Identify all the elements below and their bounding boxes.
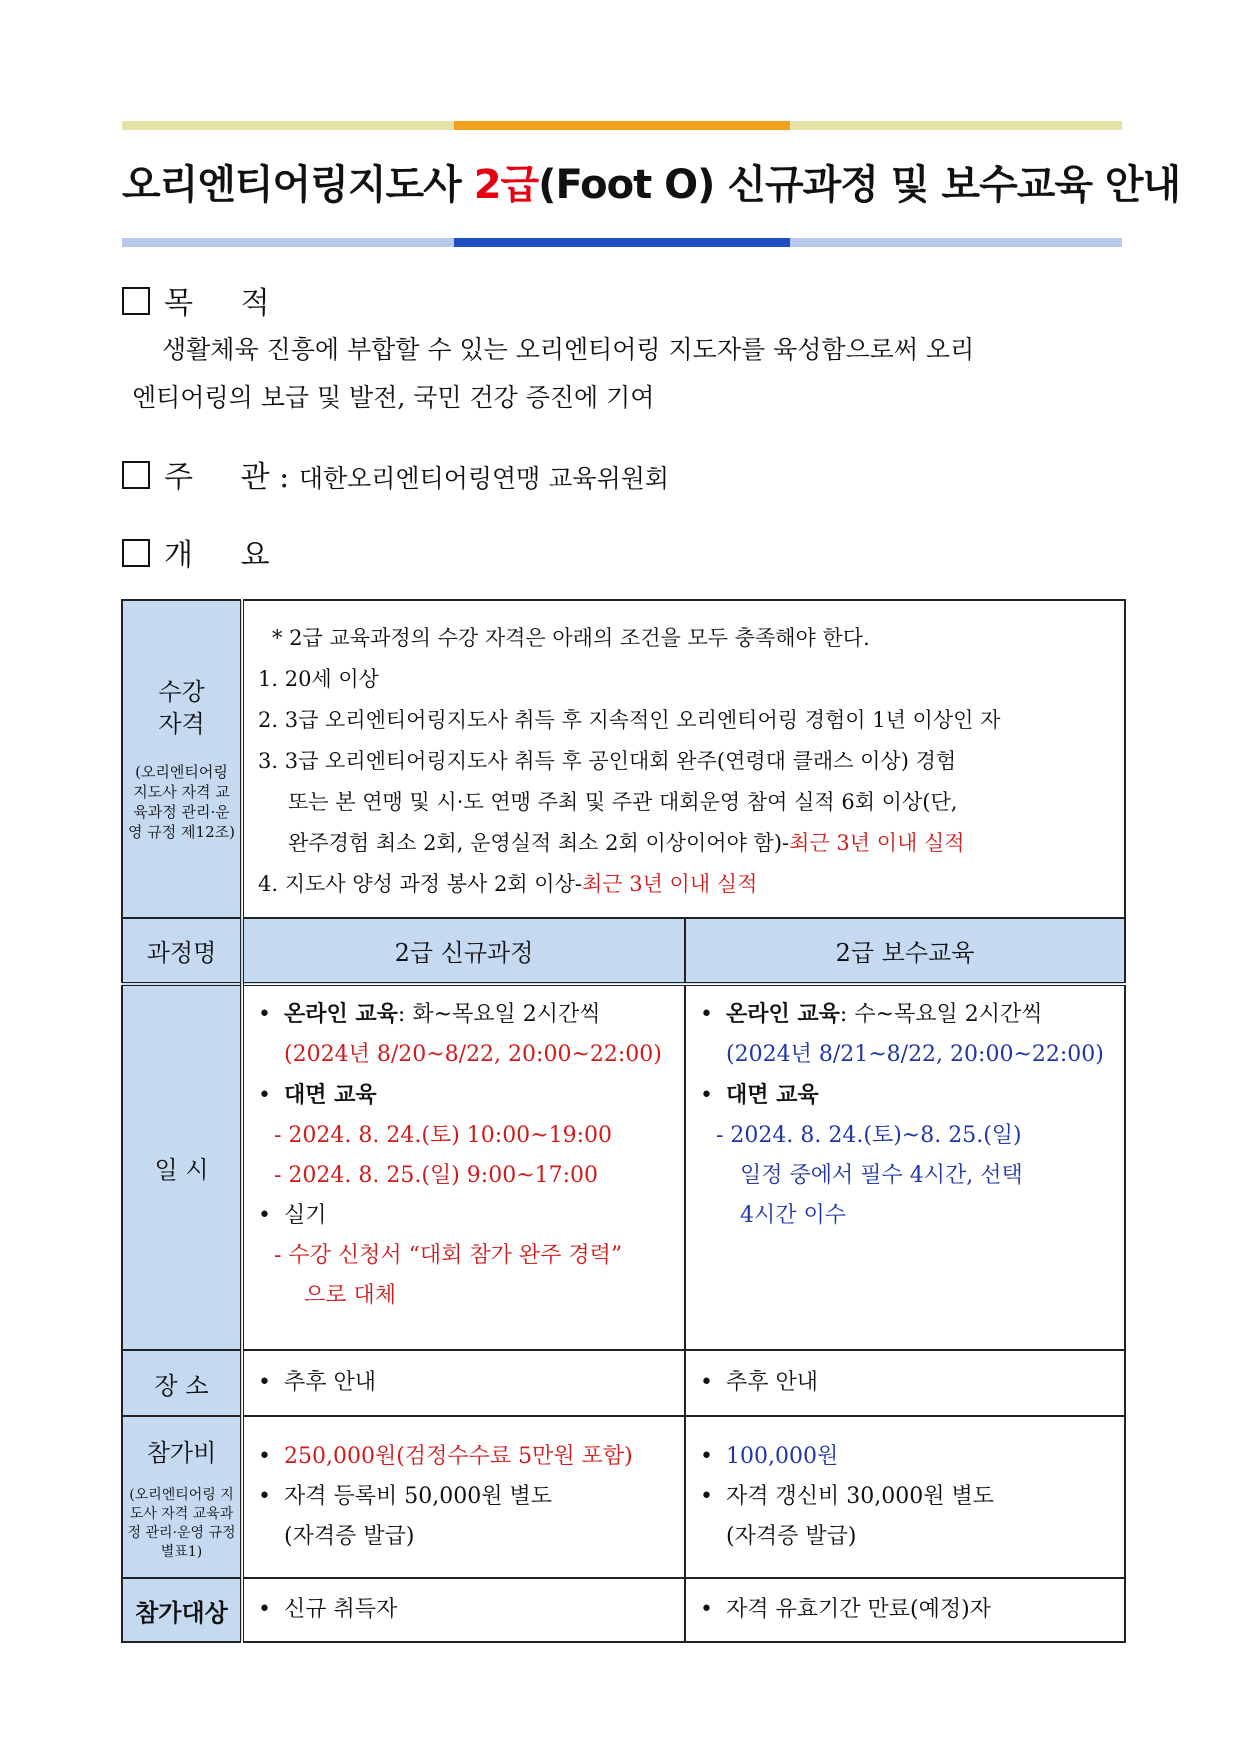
table-row-qualification (122, 600, 1125, 918)
schedule-new-cell: • 온라인 교육: 화~목요일 2시간씩 (2024년 8/20~8/22, 20:00~22:00) • 대면 교육 - 2024. 8. 24.(토) 10:00~19:00 - 2024. 8. 25.(일) 9:00~17:00 • 실기 - 수강 신청서 “대회 참가 완주 경력” 으로 대체 (242, 984, 685, 1350)
table-row-course (122, 918, 1125, 984)
title-top-bar (122, 121, 1122, 130)
table-row-place (122, 1350, 1125, 1416)
bottom-bar-left (122, 238, 454, 247)
qualification-note: (오리엔티어링 지도사 자격 교육과정 관리·운영 규정 제12조) (128, 763, 235, 841)
checkbox-square-icon (122, 539, 150, 567)
section-heading: 개 요 (164, 538, 270, 573)
table-row-target (122, 1578, 1125, 1642)
page-title: 오리엔티어링지도사 2급(Foot O) 신규과정 및 보수교육 안내 (122, 162, 1181, 208)
fee-renew-cell: • 100,000원 • 자격 갱신비 30,000원 별도 (자격증 발급) (685, 1416, 1125, 1578)
section-heading: 주 관 (164, 460, 270, 495)
overview-table (121, 599, 1126, 1643)
bottom-bar-center (454, 238, 790, 247)
title-bottom-bar (122, 238, 1122, 247)
table-row-schedule (122, 984, 1125, 1350)
fee-label: 참가비 (146, 1438, 217, 1467)
course-new-header: 2급 신규과정 (242, 918, 685, 984)
target-renew-cell: • 자격 유효기간 만료(예정)자 (685, 1578, 1125, 1642)
purpose-text (132, 326, 1122, 422)
host-value: 대한오리엔티어링연맹 교육위원회 (298, 464, 670, 493)
top-bar-center (454, 121, 790, 130)
fee-label-cell (122, 1416, 242, 1578)
checkbox-square-icon (122, 287, 150, 315)
schedule-label: 일 시 (122, 984, 242, 1350)
target-new-cell: • 신규 취득자 (242, 1578, 685, 1642)
section-host: 주 관 : 대한오리엔티어링연맹 교육위원회 (122, 452, 669, 496)
purpose-line: 엔티어링의 보급 및 발전, 국민 건강 증진에 기여 (132, 383, 655, 412)
target-label: 참가대상 (122, 1578, 242, 1642)
table-row-fee (122, 1416, 1125, 1578)
place-new-cell: • 추후 안내 (242, 1350, 685, 1416)
top-bar-left (122, 121, 454, 130)
section-overview (122, 530, 270, 574)
course-label: 과정명 (122, 918, 242, 984)
course-renew-header: 2급 보수교육 (685, 918, 1125, 984)
place-label: 장 소 (122, 1350, 242, 1416)
qualification-content: * 2급 교육과정의 수강 자격은 아래의 조건을 모두 충족해야 한다. 1. 20세 이상 2. 3급 오리엔티어링지도사 취득 후 지속적인 오리엔티어링 경험이 1년 이상인 자 3. 3급 오리엔티어링지도사 취득 후 공인대회 완주(연령대 클래스 이상) 경험 또는 본 연맹 및 시·도 연맹 주최 및 주관 대회운영 참여 실적 6회 이상(단, 완주경험 최소 2회, 운영실적 최소 2회 이상이어야 함)-최근 3년 이내 실적 4. 지도사 양성 과정 봉사 2회 이상-최근 3년 이내 실적 (242, 600, 1125, 918)
top-bar-right (790, 121, 1122, 130)
checkbox-square-icon (122, 461, 150, 489)
section-heading: 목 적 (164, 286, 270, 321)
place-renew-cell: • 추후 안내 (685, 1350, 1125, 1416)
qualification-label-cell (122, 600, 242, 918)
fee-note: (오리엔티어링 지도사 자격 교육과정 관리·운영 규정 별표1) (127, 1486, 236, 1560)
purpose-line: 생활체육 진흥에 부합할 수 있는 오리엔티어링 지도자를 육성함으로써 오리 (162, 335, 975, 364)
section-purpose (122, 278, 270, 322)
title-grade: 2급 (473, 162, 539, 208)
schedule-renew-cell: • 온라인 교육: 수~목요일 2시간씩 (2024년 8/21~8/22, 20:00~22:00) • 대면 교육 - 2024. 8. 24.(토)~8. 25.(일) 일정 중에서 필수 4시간, 선택 4시간 이수 (685, 984, 1125, 1350)
qualification-label: 수강 자격 (158, 678, 205, 738)
bottom-bar-right (790, 238, 1122, 247)
fee-new-cell: • 250,000원(검정수수료 5만원 포함) • 자격 등록비 50,000원 별도 (자격증 발급) (242, 1416, 685, 1578)
